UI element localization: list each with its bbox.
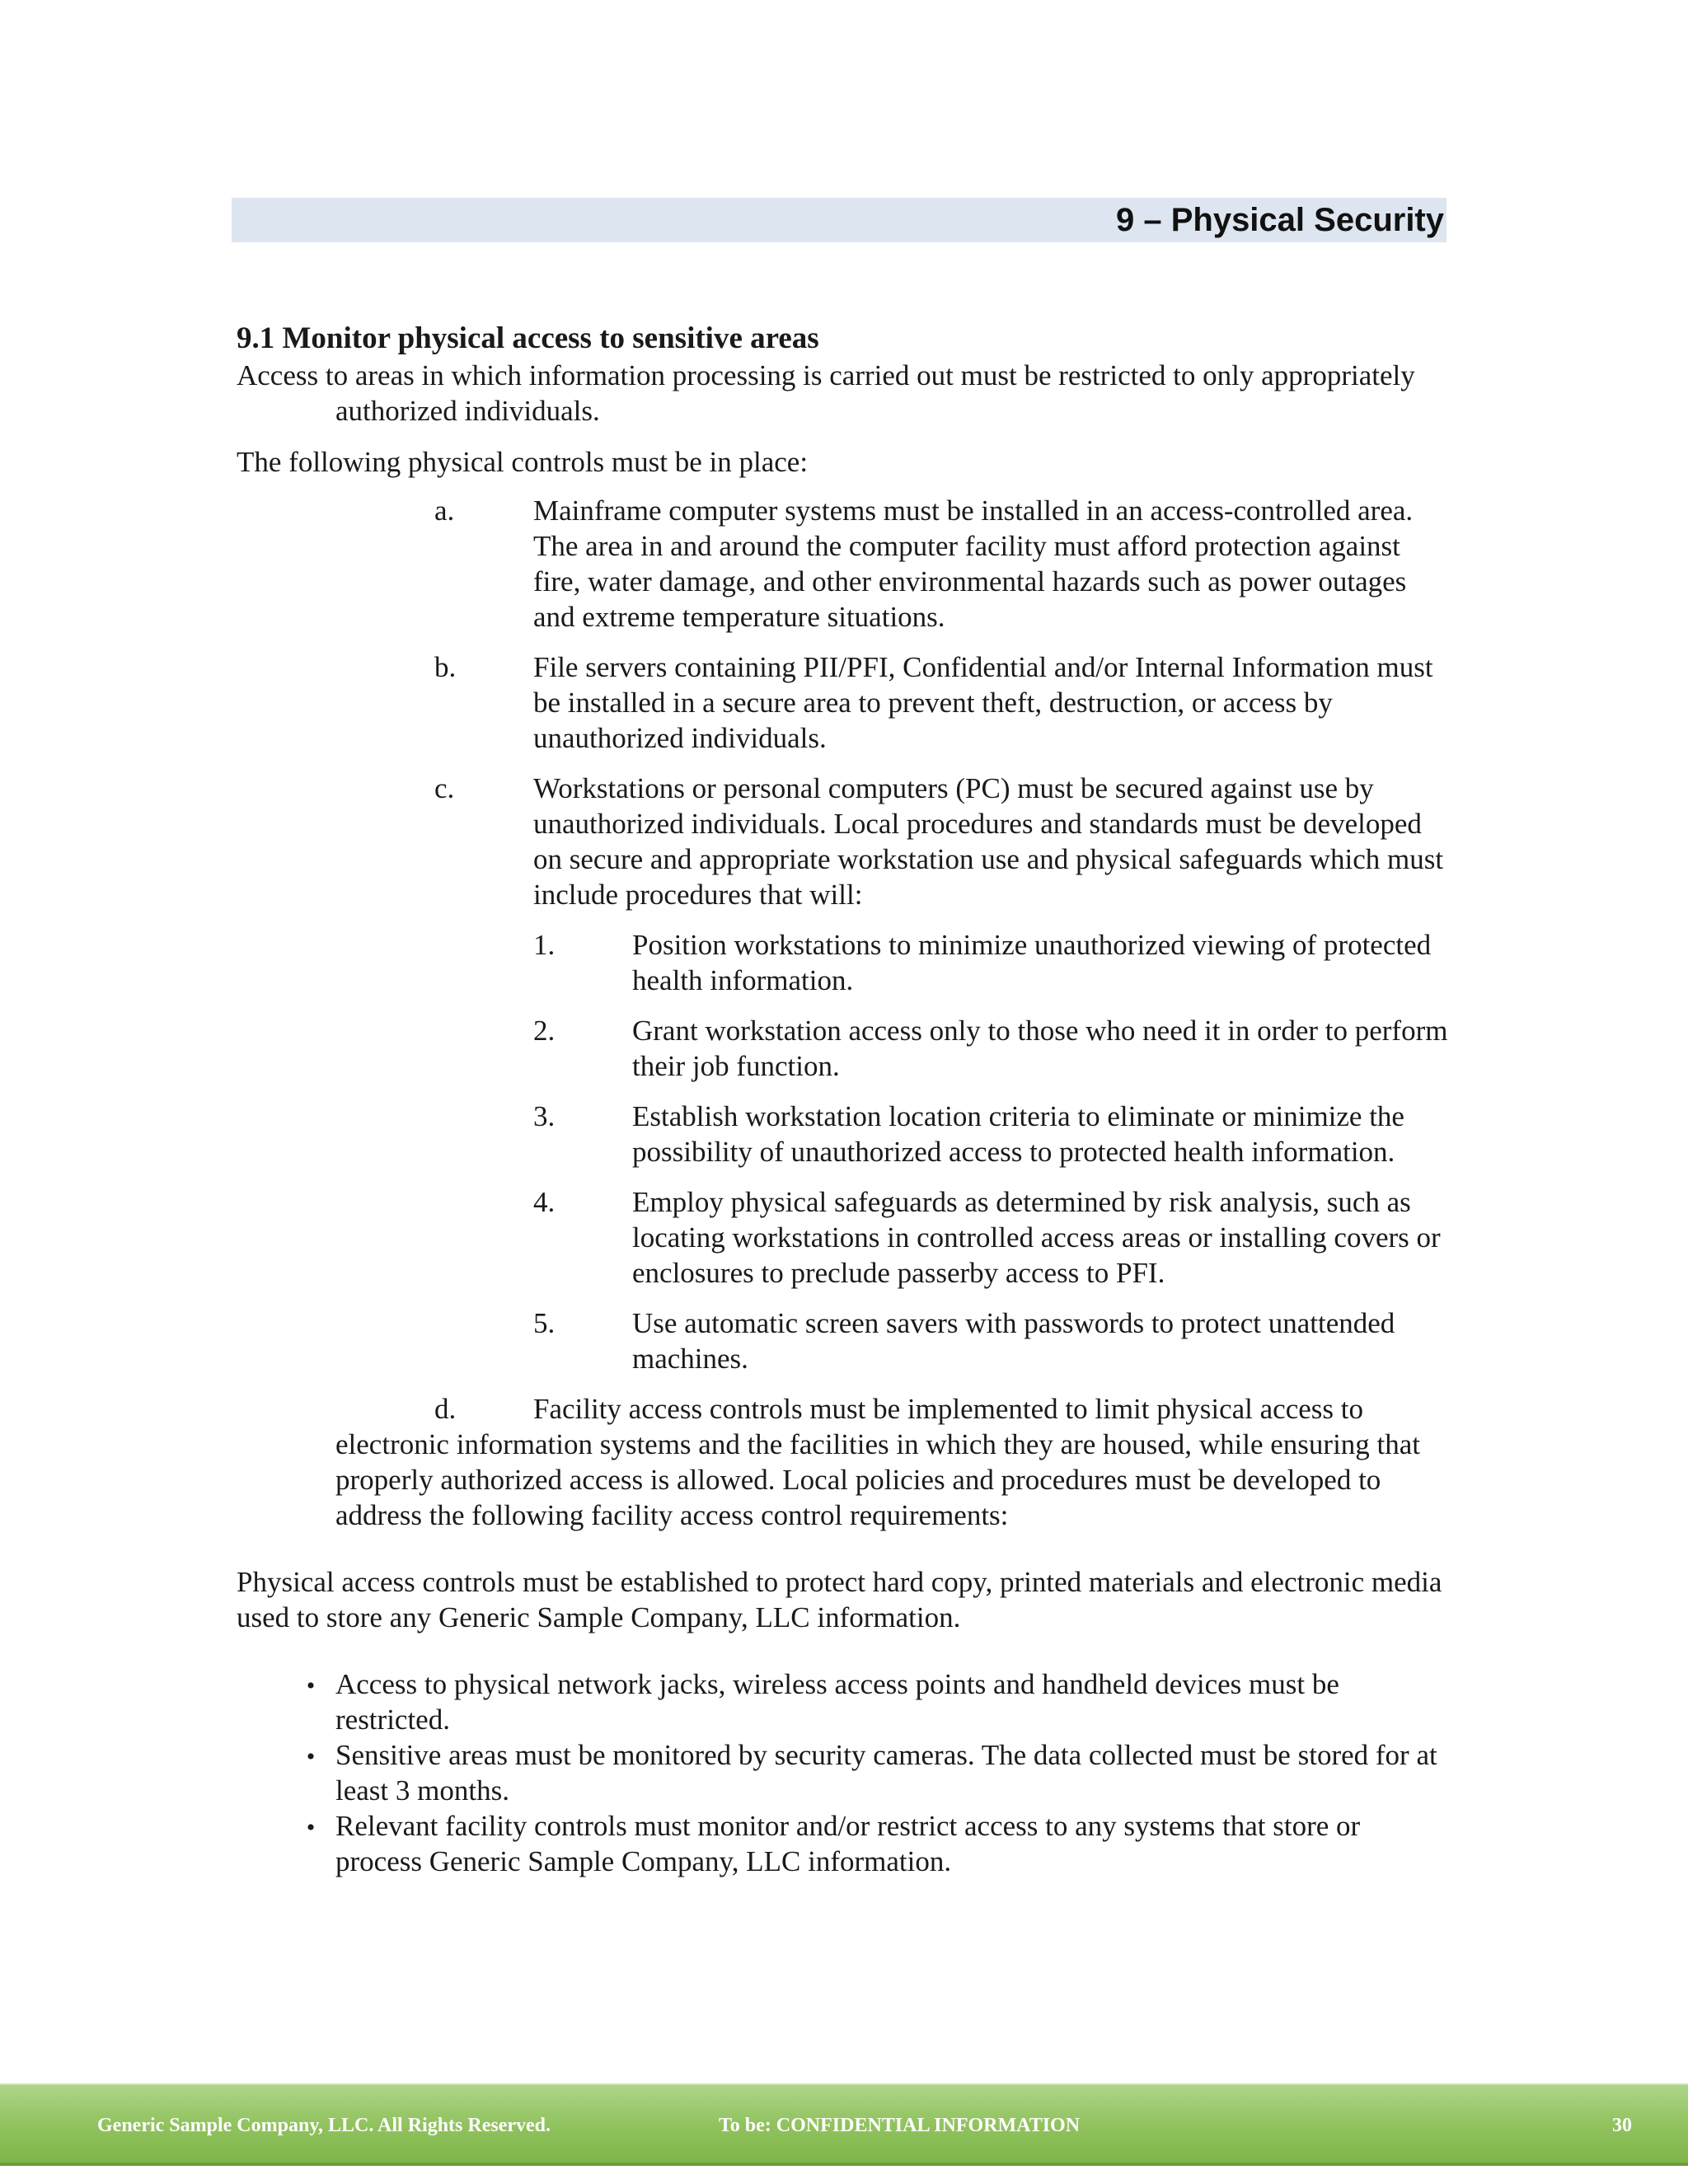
- procedures-list: [533, 927, 1452, 1376]
- list-item: [434, 493, 1452, 635]
- list-item: [533, 1013, 1452, 1084]
- bullet-icon: •: [306, 1814, 316, 1841]
- list-item-text: Sensitive areas must be monitored by security cameras. The data collected must be stored for at least 3 months.: [335, 1739, 1437, 1807]
- list-item: [533, 927, 1452, 998]
- list-item: [533, 1184, 1452, 1291]
- list-item-body: [533, 771, 1452, 1376]
- footer-confidentiality: To be: CONFIDENTIAL INFORMATION: [719, 2115, 1081, 2136]
- list-item: [237, 1666, 1452, 1737]
- list-marker: 1.: [533, 929, 556, 961]
- chapter-header-bar: [232, 198, 1447, 242]
- list-item-text: Workstations or personal computers (PC) must be secured against use by unauthorized individuals. Local procedures and standards must be developed on secure and appropriate workstation use and physical safeguards which must include procedures that will:: [533, 772, 1444, 911]
- list-marker: b.: [434, 651, 457, 683]
- list-marker: 2.: [533, 1015, 556, 1047]
- list-marker: c.: [434, 772, 455, 804]
- list-marker: 4.: [533, 1186, 556, 1218]
- list-item-text: Use automatic screen savers with passwords to protect unattended machines.: [632, 1307, 1395, 1375]
- list-item-text: Grant workstation access only to those who need it in order to perform their job function.: [632, 1015, 1448, 1082]
- list-item: [434, 649, 1452, 756]
- section-intro: Access to areas in which information processing is carried out must be restricted to only appropriately authorized individuals.: [237, 359, 1415, 427]
- bullet-list: [237, 1666, 1452, 1879]
- chapter-title: 9 – Physical Security: [1115, 202, 1444, 238]
- footer-copyright: Generic Sample Company, LLC. All Rights Reserved.: [97, 2115, 551, 2136]
- page-content: [237, 320, 1452, 1879]
- list-item: [533, 1099, 1452, 1169]
- list-marker: a.: [434, 494, 455, 527]
- list-item-text: Access to physical network jacks, wireless access points and handheld devices must be restricted.: [335, 1668, 1339, 1736]
- list-marker: d.: [434, 1393, 457, 1425]
- list-item: [237, 1737, 1452, 1808]
- list-item: [237, 1808, 1452, 1879]
- list-item-text: Mainframe computer systems must be installed in an access-controlled area. The area in and around the computer facility must afford protection against fire, water damage, and other environmental hazards such as power outages and extreme temperature situations.: [533, 494, 1414, 633]
- bullet-icon: •: [306, 1743, 316, 1770]
- list-item-text: Facility access controls must be implemented to limit physical access to electronic information systems and the facilities in which they are housed, while ensuring that properly authorized access is allowed. Local policies and procedures must be developed to address the following facility access control requirements:: [335, 1393, 1421, 1531]
- page-footer: [0, 2083, 1688, 2166]
- list-item: [533, 1305, 1452, 1376]
- list-item-d: [237, 1391, 1452, 1533]
- list-item-text: Position workstations to minimize unauthorized viewing of protected health information.: [632, 929, 1432, 996]
- list-item-text: Relevant facility controls must monitor and/or restrict access to any systems that store or process Generic Sample Company, LLC information.: [335, 1810, 1361, 1877]
- list-item-text: Employ physical safeguards as determined by risk analysis, such as locating workstations in controlled access areas or installing covers or enclosures to preclude passerby access to PFI.: [632, 1186, 1441, 1289]
- list-item-text: Establish workstation location criteria to eliminate or minimize the possibility of unauthorized access to protected health information.: [632, 1100, 1404, 1168]
- section-heading: 9.1 Monitor physical access to sensitive areas: [237, 321, 819, 355]
- controls-lead: The following physical controls must be in place:: [237, 446, 809, 478]
- list-marker: 3.: [533, 1100, 556, 1132]
- list-item: [434, 771, 1452, 1376]
- list-item-text: File servers containing PII/PFI, Confidential and/or Internal Information must be installed in a secure area to prevent theft, destruction, or access by unauthorized individuals.: [533, 651, 1433, 754]
- page-number: 30: [1612, 2115, 1632, 2136]
- list-marker: 5.: [533, 1307, 556, 1339]
- controls-list: [434, 493, 1452, 1376]
- physical-access-paragraph: Physical access controls must be established to protect hard copy, printed materials and electronic media used to store any Generic Sample Company, LLC information.: [237, 1566, 1442, 1633]
- bullet-icon: •: [306, 1672, 316, 1699]
